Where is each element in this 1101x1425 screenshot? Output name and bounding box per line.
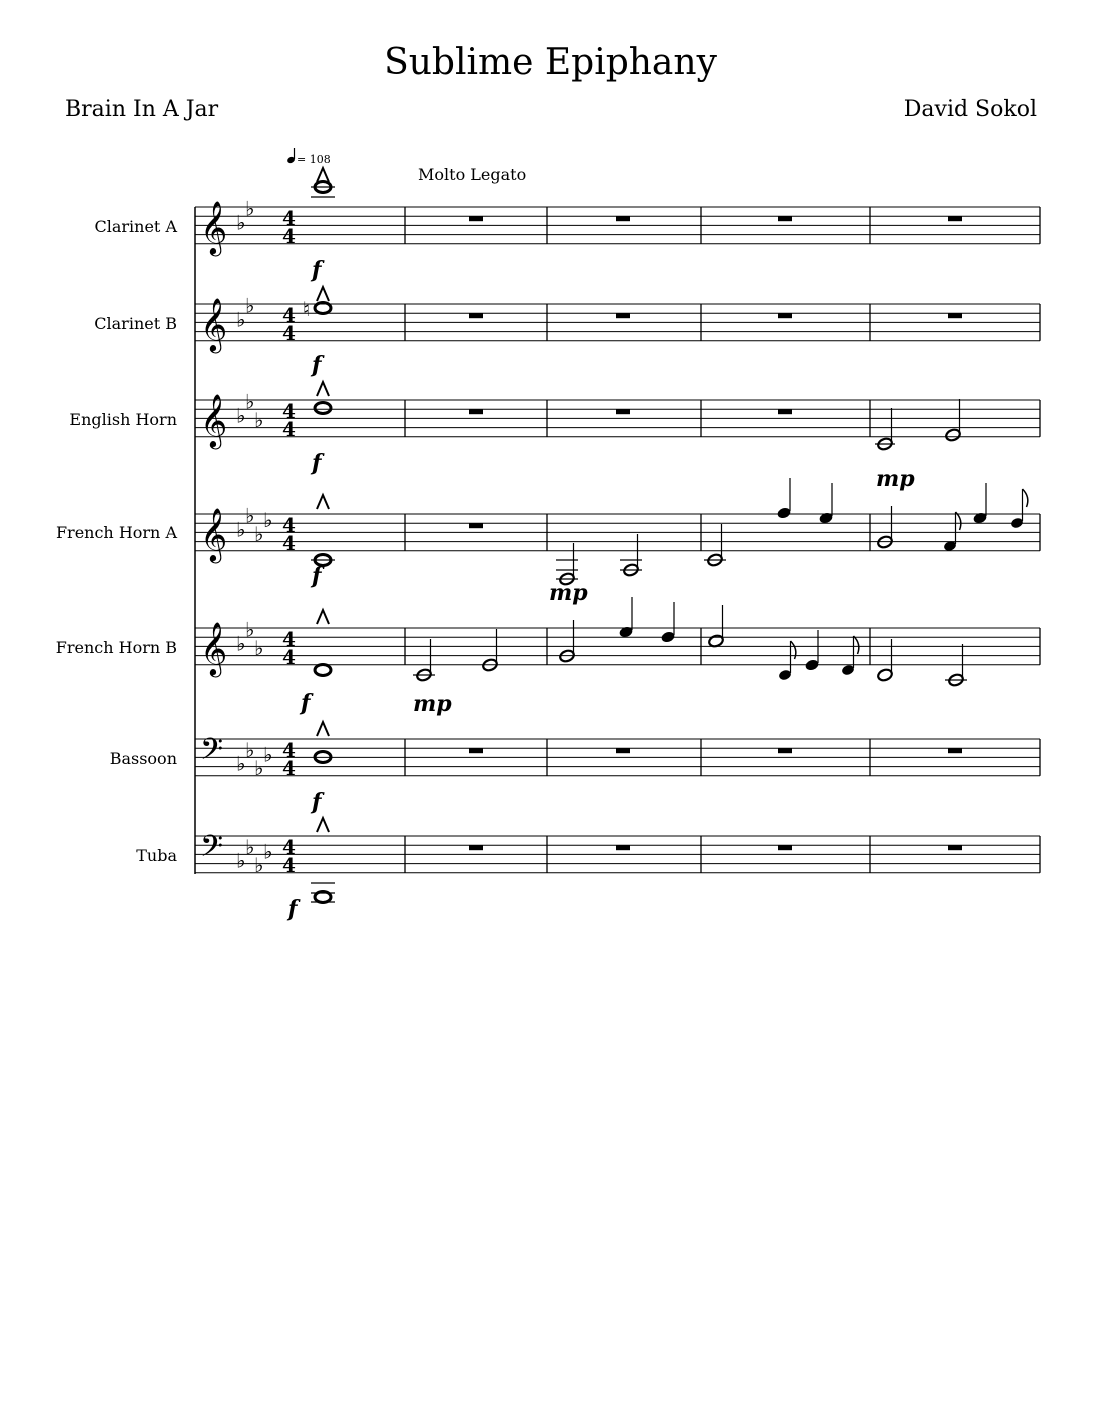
whole-rest bbox=[469, 409, 483, 414]
whole-rest bbox=[778, 313, 792, 318]
whole-note bbox=[315, 665, 331, 676]
flat-sign: ♭ bbox=[245, 834, 255, 859]
time-signature-bottom: 4 bbox=[282, 645, 296, 669]
flat-sign: ♭ bbox=[254, 636, 264, 660]
whole-rest bbox=[469, 748, 483, 753]
bass-clef-icon: 𝄢 bbox=[200, 830, 224, 871]
treble-clef-icon: 𝄞 bbox=[200, 621, 228, 675]
score-subtitle: Brain In A Jar bbox=[65, 97, 219, 122]
whole-rest bbox=[778, 216, 792, 221]
time-signature-bottom: 4 bbox=[282, 531, 296, 555]
whole-note bbox=[315, 403, 331, 414]
whole-rest bbox=[948, 216, 962, 221]
instrument-label-clarinet-b: Clarinet B bbox=[94, 314, 177, 333]
flat-sign: ♭ bbox=[245, 389, 255, 414]
time-signature-top: 4 bbox=[282, 738, 296, 762]
score-title: Sublime Epiphany bbox=[384, 42, 717, 83]
time-signature-bottom: 4 bbox=[282, 224, 296, 248]
half-note bbox=[877, 668, 894, 682]
accent-mark bbox=[317, 722, 329, 736]
time-signature-bottom: 4 bbox=[282, 417, 296, 441]
flat-sign: ♭ bbox=[245, 617, 255, 642]
flat-sign: ♭ bbox=[236, 307, 246, 332]
flat-sign: ♭ bbox=[236, 751, 246, 776]
expression-text: Molto Legato bbox=[418, 165, 527, 184]
whole-rest bbox=[616, 216, 630, 221]
whole-rest bbox=[616, 409, 630, 414]
time-signatures bbox=[282, 206, 296, 877]
flat-sign: ♭ bbox=[236, 517, 246, 542]
whole-rest bbox=[948, 313, 962, 318]
dynamic-mezzo-piano: mp bbox=[549, 580, 588, 606]
flat-sign: ♭ bbox=[254, 756, 264, 781]
time-signature-bottom: 4 bbox=[282, 853, 296, 877]
instrument-label-french-horn-a: French Horn A bbox=[55, 523, 177, 542]
dynamic-forte: f bbox=[312, 257, 322, 283]
flat-sign: ♭ bbox=[245, 737, 255, 762]
dynamic-mezzo-piano: mp bbox=[876, 466, 915, 492]
dynamic-mezzo-piano: mp bbox=[413, 691, 452, 717]
whole-rest bbox=[469, 523, 483, 528]
flat-sign: ♭ bbox=[263, 508, 273, 533]
flat-sign: ♭ bbox=[236, 848, 246, 873]
accent-mark bbox=[317, 287, 329, 301]
time-signature-bottom: 4 bbox=[282, 756, 296, 780]
natural-sign: ♮ bbox=[303, 297, 311, 321]
flat-sign: ♭ bbox=[245, 196, 255, 221]
flat-sign: ♭ bbox=[254, 522, 264, 546]
treble-clef-icon: 𝄞 bbox=[200, 507, 228, 561]
staff bbox=[195, 733, 1040, 780]
time-signature-top: 4 bbox=[282, 206, 296, 230]
time-signature-bottom: 4 bbox=[282, 321, 296, 345]
whole-rest bbox=[778, 409, 792, 414]
flat-sign: ♭ bbox=[236, 403, 246, 428]
accent-mark bbox=[317, 495, 329, 509]
composer-name: David Sokol bbox=[903, 97, 1037, 122]
whole-rest bbox=[948, 845, 962, 850]
whole-rest bbox=[469, 216, 483, 221]
staves bbox=[195, 197, 1040, 878]
dynamic-forte: f bbox=[288, 896, 298, 922]
flat-sign: ♭ bbox=[263, 839, 273, 864]
dynamic-forte: f bbox=[312, 563, 322, 589]
whole-rest bbox=[778, 748, 792, 753]
whole-rest bbox=[948, 748, 962, 753]
instrument-label-french-horn-b: French Horn B bbox=[55, 638, 177, 657]
staff bbox=[195, 618, 1040, 677]
dynamic-forte: f bbox=[301, 690, 311, 716]
accent-mark bbox=[317, 168, 329, 182]
accent-mark bbox=[317, 818, 329, 832]
whole-rest bbox=[616, 313, 630, 318]
whole-rest bbox=[616, 748, 630, 753]
notes-and-marks bbox=[286, 168, 1028, 922]
staff bbox=[195, 390, 1040, 449]
instrument-label-tuba: Tuba bbox=[136, 846, 177, 865]
whole-rest bbox=[616, 845, 630, 850]
flat-sign: ♭ bbox=[254, 853, 264, 878]
time-signature-top: 4 bbox=[282, 835, 296, 859]
flat-sign: ♭ bbox=[236, 210, 246, 235]
treble-clef-icon: 𝄞 bbox=[200, 297, 228, 351]
time-signature-top: 4 bbox=[282, 303, 296, 327]
flat-sign: ♭ bbox=[245, 503, 255, 528]
instrument-label-english-horn: English Horn bbox=[69, 410, 177, 429]
staff bbox=[195, 197, 1040, 256]
dynamic-forte: f bbox=[312, 450, 322, 476]
time-signature-top: 4 bbox=[282, 627, 296, 651]
half-note bbox=[945, 428, 962, 442]
time-signature-top: 4 bbox=[282, 399, 296, 423]
staff bbox=[195, 830, 1040, 877]
treble-clef-icon: 𝄞 bbox=[200, 200, 228, 254]
dynamic-forte: f bbox=[312, 789, 322, 815]
treble-clef-icon: 𝄞 bbox=[200, 393, 228, 447]
flat-sign: ♭ bbox=[254, 408, 264, 432]
flat-sign: ♭ bbox=[263, 742, 273, 767]
flat-sign: ♭ bbox=[236, 631, 246, 656]
instrument-label-clarinet-a: Clarinet A bbox=[94, 217, 177, 236]
whole-rest bbox=[469, 845, 483, 850]
flat-sign: ♭ bbox=[245, 293, 255, 318]
dynamic-forte: f bbox=[312, 352, 322, 378]
accent-mark bbox=[317, 382, 329, 396]
bass-clef-icon: 𝄢 bbox=[200, 733, 224, 774]
instrument-label-bassoon: Bassoon bbox=[109, 749, 177, 768]
time-signature-top: 4 bbox=[282, 513, 296, 537]
whole-rest bbox=[469, 313, 483, 318]
accent-mark bbox=[317, 610, 329, 624]
tempo-marking bbox=[286, 148, 331, 166]
whole-rest bbox=[778, 845, 792, 850]
tempo-text: = 108 bbox=[297, 153, 331, 166]
